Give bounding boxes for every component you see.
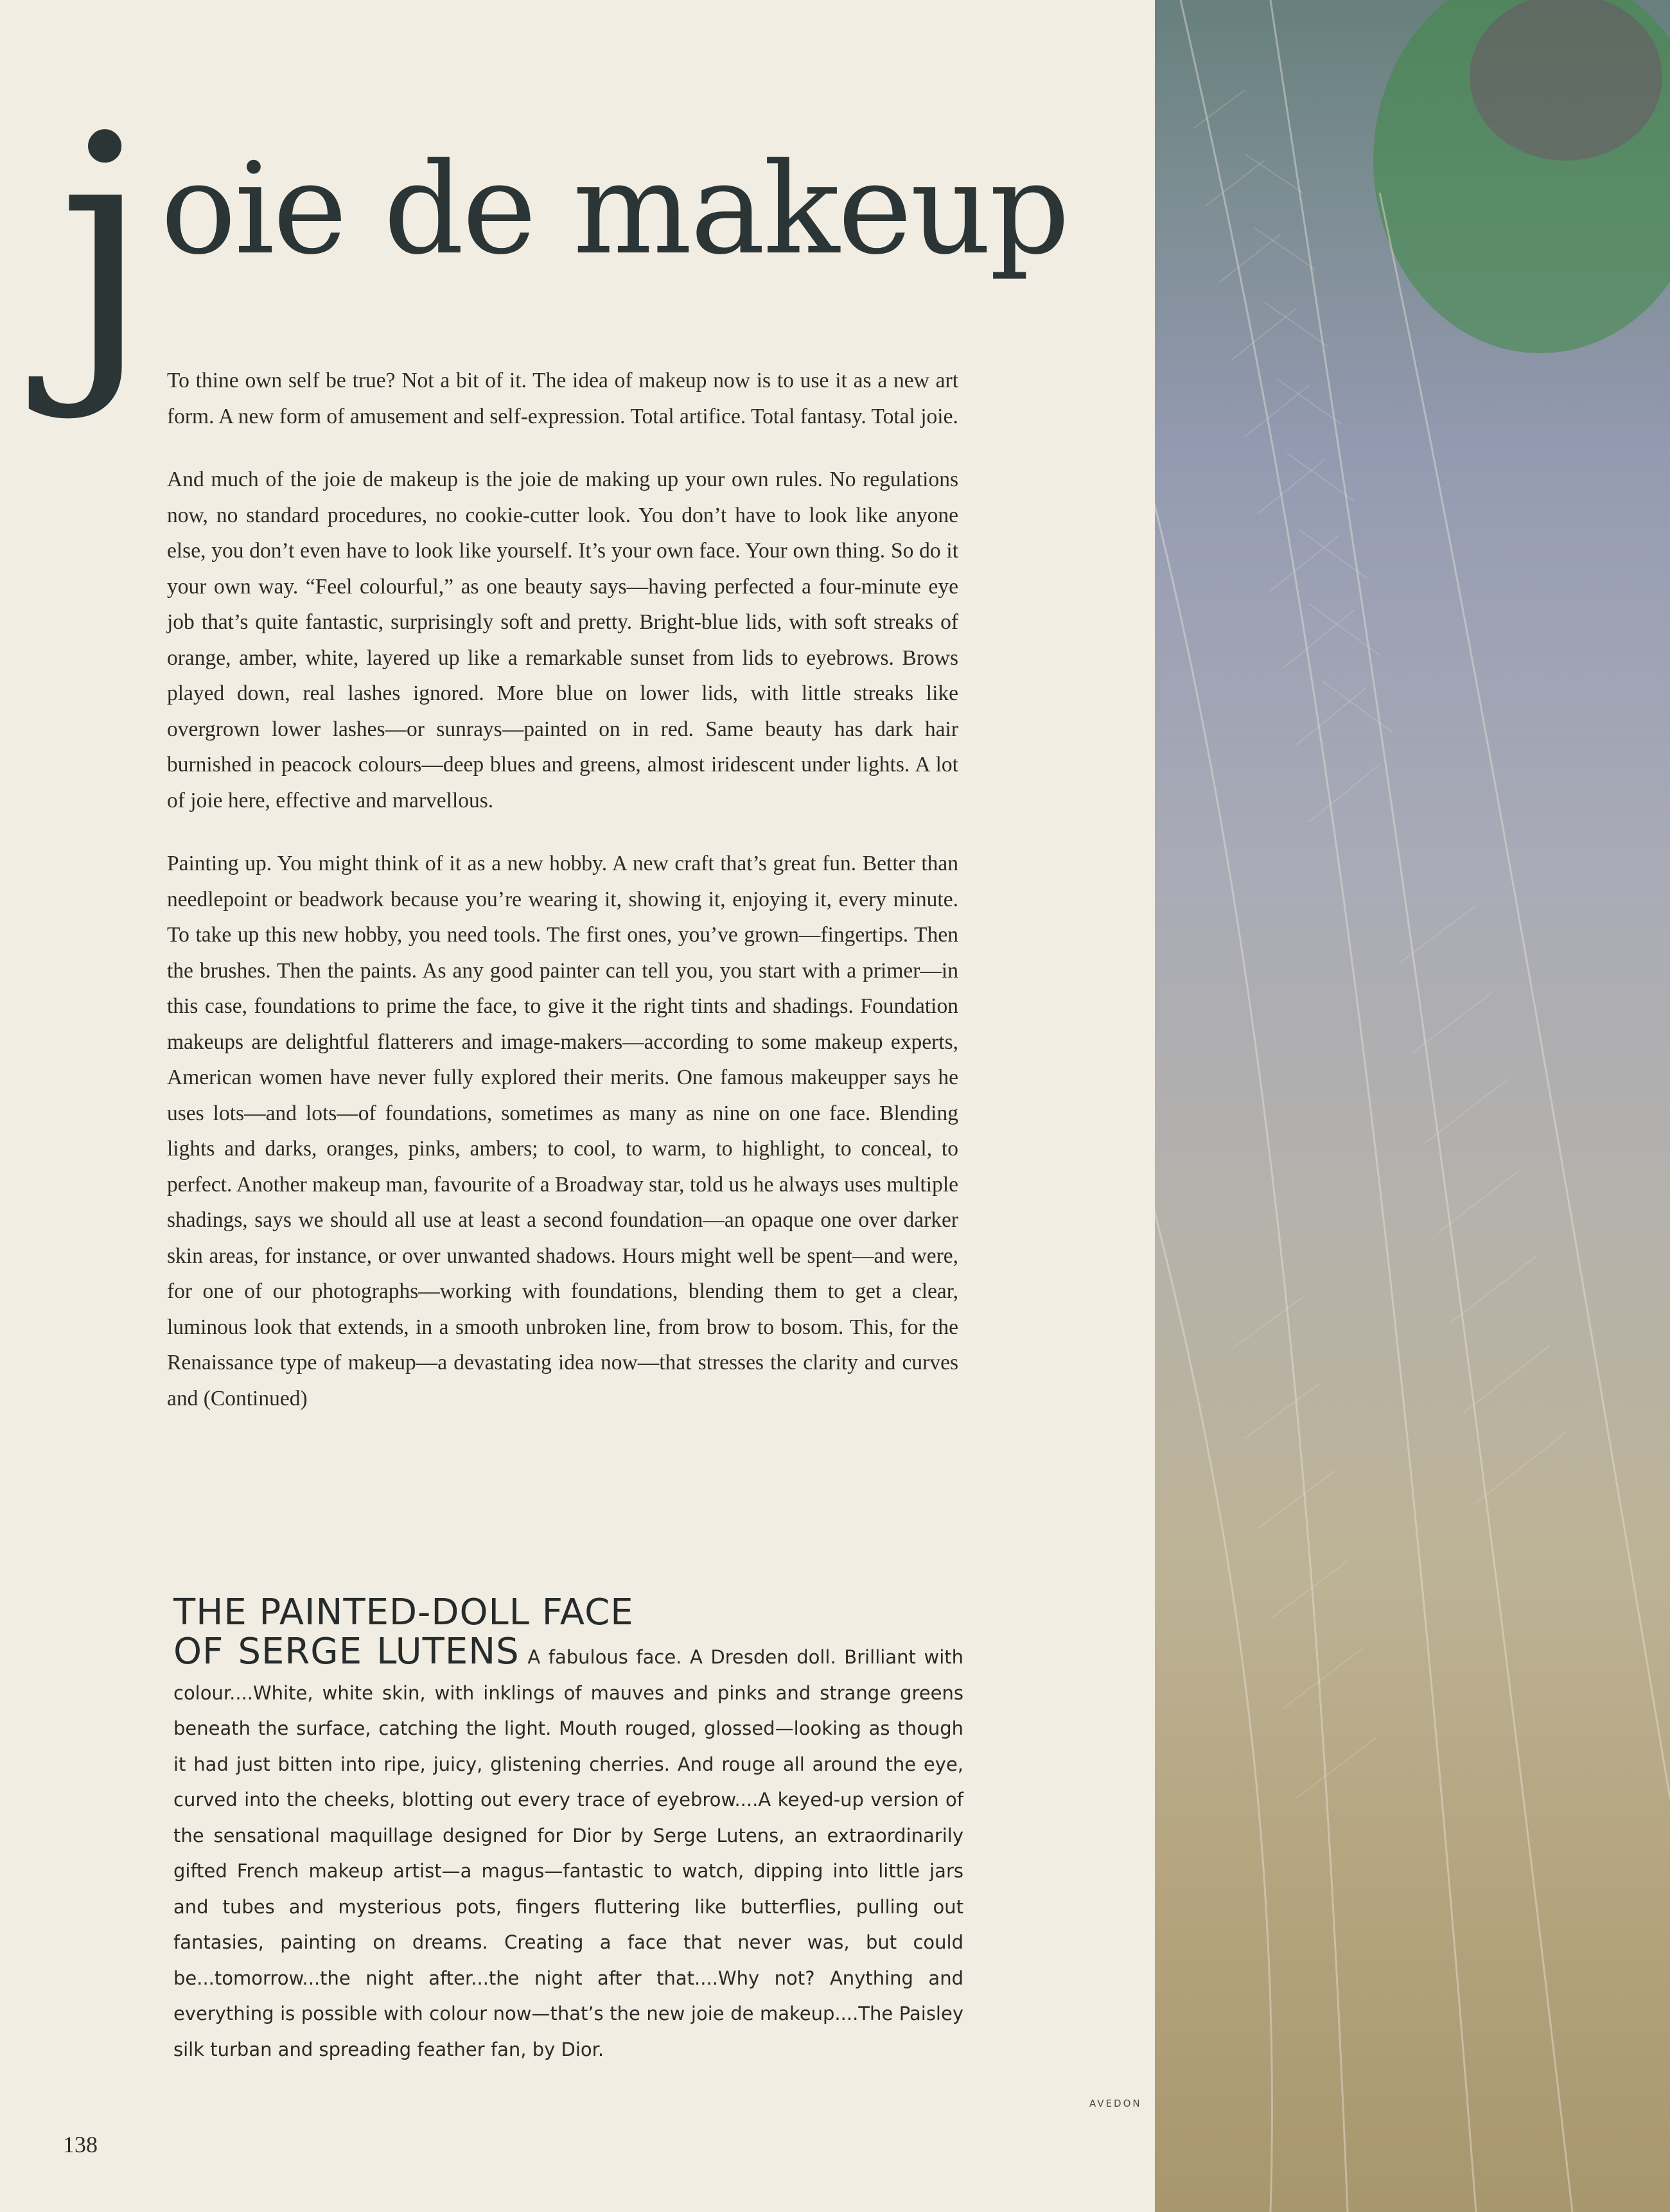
title-initial: j [58, 71, 152, 423]
paragraph-3: Painting up. You might think of it as a new hobby. A new craft that’s great fun. Better than needlepoint or beadwork because you’re wearing it, showing it, enjoying it, every minute. To take up this new hobby, you need tools. The first ones, you’ve grown—fingertips. Then the brushes. Then the paints. As any good painter can tell you, you start with a primer—in this case, foundations to prime the face, to give it the right tints and shadings. Foundation makeups are delightful flatterers and image-makers—according to some makeup experts, American women have never fully explored their merits. One famous makeupper says he uses lots—and lots—of foundations, sometimes as many as nine on one face. Blending lights and darks, oranges, pinks, ambers; to cool, to warm, to highlight, to conceal, to perfect. Another makeup man, favourite of a Broadway star, told us he always uses multiple shadings, says we should all use at least a second foundation—an opaque one over darker skin areas, for instance, or over unwanted shadows. Hours might well be spent—and were, for one of our photographs—working with foundations, blending them to get a clear, luminous look that extends, in a smooth unbroken line, from brow to bosom. This, for the Renaissance type of makeup—a devastating idea now—that stresses the clarity and curves and (Continued) [167, 852, 958, 1410]
feather-photo [1155, 0, 1670, 2212]
page-title: oie de makeup [161, 136, 1068, 283]
sidebar-text: A fabulous face. A Dresden doll. Brilliant with colour....White, white skin, with inklings of mauves and pinks and strange greens beneath the surface, catching the light. Mouth rouged, glossed—looking as though it had just bitten into ripe, juicy, glistening cherries. And rouge all around the eye, curved into the cheeks, blotting out every trace of eyebrow....A keyed-up version of the sensational maquillage designed for Dior by Serge Lutens, an extraordinarily gifted French makeup artist—a magus—fantastic to watch, dipping into little jars and tubes and mysterious pots, fingers fluttering like butterflies, pulling out fantasies, painting on dreams. Creating a face that never was, but could be...tomorrow...the night after...the night after that....Why not? Anything and everything is possible with colour now—that’s the new joie de makeup....The Paisley silk turban and spreading feather fan, by Dior. [173, 1646, 964, 2060]
sidebar-heading: THE PAINTED-DOLL FACE [173, 1592, 634, 1633]
article-body [167, 363, 958, 1444]
photo-credit: AVEDON [1089, 2098, 1142, 2109]
paragraph-1: To thine own self be true? Not a bit of it. The idea of makeup now is to use it as a new art form. A new form of amusement and self-expression. Total artifice. Total fantasy. Total joie. [167, 369, 958, 428]
paragraph-2: And much of the joie de makeup is the joie de making up your own rules. No regulations now, no standard procedures, no cookie-cutter look. You don’t have to look like anyone else, you don’t even have to look like yourself. It’s your own face. Your own thing. So do it your own way. “Feel colourful,” as one beauty says—having perfected a four-minute eye job that’s quite fantastic, surprisingly soft and pretty. Bright-blue lids, with soft streaks of orange, amber, white, layered up like a remarkable sunset from lids to eyebrows. Brows played down, real lashes ignored. More blue on lower lids, with little streaks like overgrown lower lashes—or sunrays—painted on in red. Same beauty has dark hair burnished in peacock colours—deep blues and greens, almost iridescent under lights. A lot of joie here, effective and marvellous. [167, 468, 958, 812]
feather-illustration [1155, 0, 1670, 2212]
sidebar-feature [173, 1592, 963, 2067]
sidebar-heading-line2: OF SERGE LUTENS [173, 1631, 520, 1672]
page-number: 138 [63, 2132, 98, 2157]
